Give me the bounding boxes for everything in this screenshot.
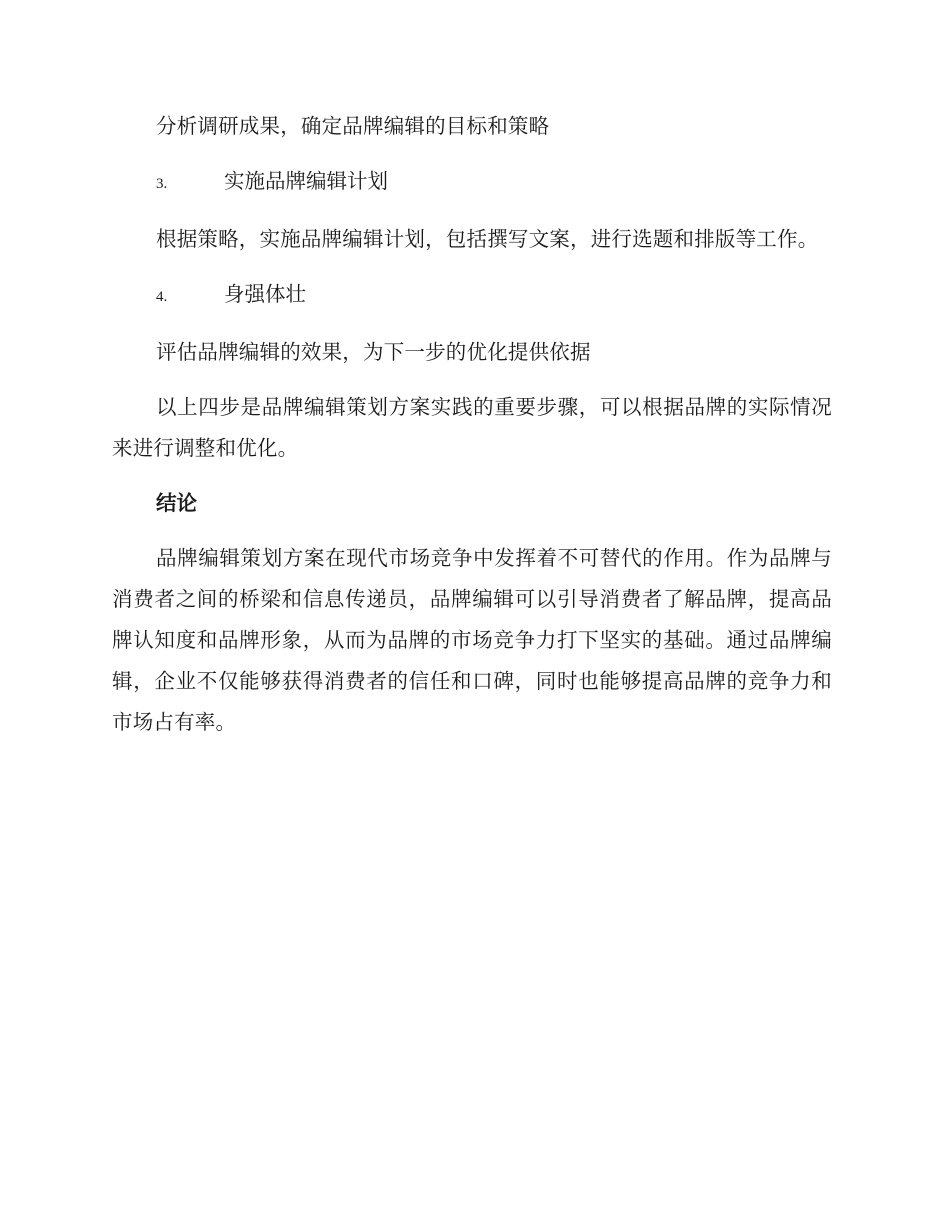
document-body [112,106,832,757]
step-3 [156,161,832,205]
step-3-number: 3. [156,176,168,192]
conclusion-heading: 结论 [156,491,197,515]
paragraph-conclusion: 品牌编辑策划方案在现代市场竞争中发挥着不可替代的作用。作为品牌与消费者之间的桥梁和信息传递员，品牌编辑可以引导消费者了解品牌，提高品牌认知度和品牌形象，从而为品牌的市场竞争力打下坚实的基础。通过品牌编辑，企业不仅能够获得消费者的信任和口碑，同时也能够提高品牌的竞争力和市场占有率。 [112,546,832,734]
paragraph-summary: 以上四步是品牌编辑策划方案实践的重要步骤，可以根据品牌的实际情况来进行调整和优化。 [112,395,832,460]
step-4-number: 4. [156,289,168,305]
paragraph-evaluate: 评估品牌编辑的效果，为下一步的优化提供依据 [156,340,591,364]
step-4 [156,274,832,318]
paragraph-implement: 根据策略，实施品牌编辑计划，包括撰写文案，进行选题和排版等工作。 [156,227,819,251]
step-4-title: 身强体壮 [224,282,306,306]
paragraph-analyze: 分析调研成果，确定品牌编辑的目标和策略 [156,114,550,138]
step-3-title: 实施品牌编辑计划 [224,169,388,193]
